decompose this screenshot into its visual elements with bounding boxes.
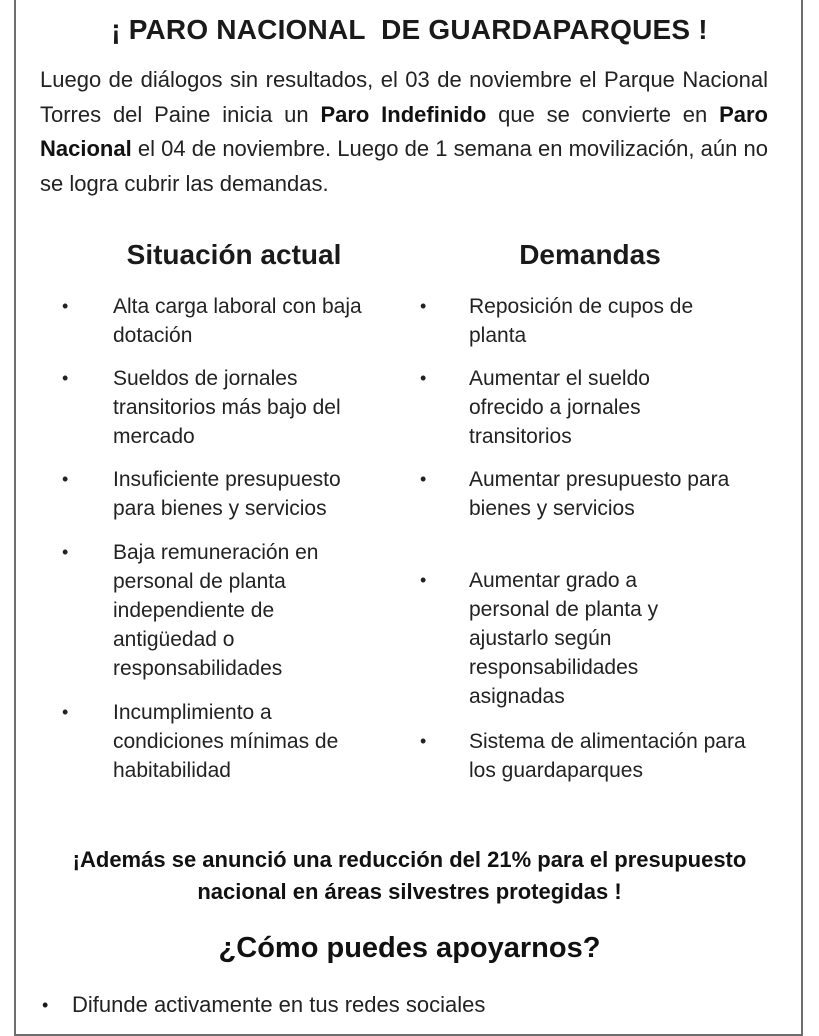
support-heading: ¿Cómo puedes apoyarnos?: [218, 932, 601, 964]
bullet-icon: •: [420, 731, 427, 751]
intro-text-3: el 04 de noviembre. Luego de 1 semana en movilización, aún no se logra cubrir las demandas.: [40, 136, 768, 196]
intro-text-1: Luego de diálogos sin resultados, el 03 de noviembre el Parque Nacional Torres del Paine inicia un: [40, 67, 768, 127]
situacion-item: Incumplimiento a condiciones mínimas de habitabilidad: [113, 701, 339, 782]
bullet-icon: •: [62, 542, 69, 562]
demandas-item: Sistema de alimentación para los guardaparques: [469, 730, 746, 782]
bullet-icon: •: [62, 702, 69, 722]
demandas-item: Aumentar el sueldo ofrecido a jornales transitorios: [469, 367, 650, 448]
bullet-icon: •: [62, 368, 69, 388]
budget-cut-callout: [0, 844, 819, 908]
situacion-item: Insuficiente presupuesto para bienes y servicios: [113, 468, 341, 520]
support-item: Difunde activamente en tus redes sociales: [72, 992, 486, 1017]
bullet-icon: •: [420, 469, 427, 489]
intro-text-2: que se convierte en: [486, 101, 720, 127]
bullet-icon: •: [420, 296, 427, 316]
demandas-heading: Demandas: [519, 239, 661, 270]
bullet-icon: •: [420, 570, 427, 590]
demandas-item: Aumentar grado a personal de planta y ajustarlo según responsabilidades asignadas: [469, 569, 659, 708]
bullet-icon: •: [62, 296, 69, 316]
intro-bold-2: Paro Nacional: [40, 101, 768, 161]
demandas-item: Reposición de cupos de planta: [469, 295, 694, 347]
bullet-icon: •: [420, 368, 427, 388]
demandas-item: Aumentar presupuesto para bienes y servicios: [469, 468, 730, 520]
callout-text: ¡Además se anunció una reducción del 21% para el presupuesto nacional en áreas silvestres protegidas !: [72, 847, 747, 904]
situacion-heading: Situación actual: [126, 239, 342, 270]
poster-title: ¡ PARO NACIONAL DE GUARDAPARQUES !: [111, 14, 708, 45]
situacion-item: Baja remuneración en personal de planta independiente de antigüedad o responsabilidades: [113, 541, 319, 680]
situacion-item: Alta carga laboral con baja dotación: [113, 295, 362, 347]
bullet-icon: •: [42, 995, 49, 1015]
intro-paragraph: [40, 63, 768, 201]
bullet-icon: •: [62, 469, 69, 489]
situacion-item: Sueldos de jornales transitorios más bajo del mercado: [113, 367, 341, 448]
intro-bold-1: Paro Indefinido: [320, 101, 487, 127]
